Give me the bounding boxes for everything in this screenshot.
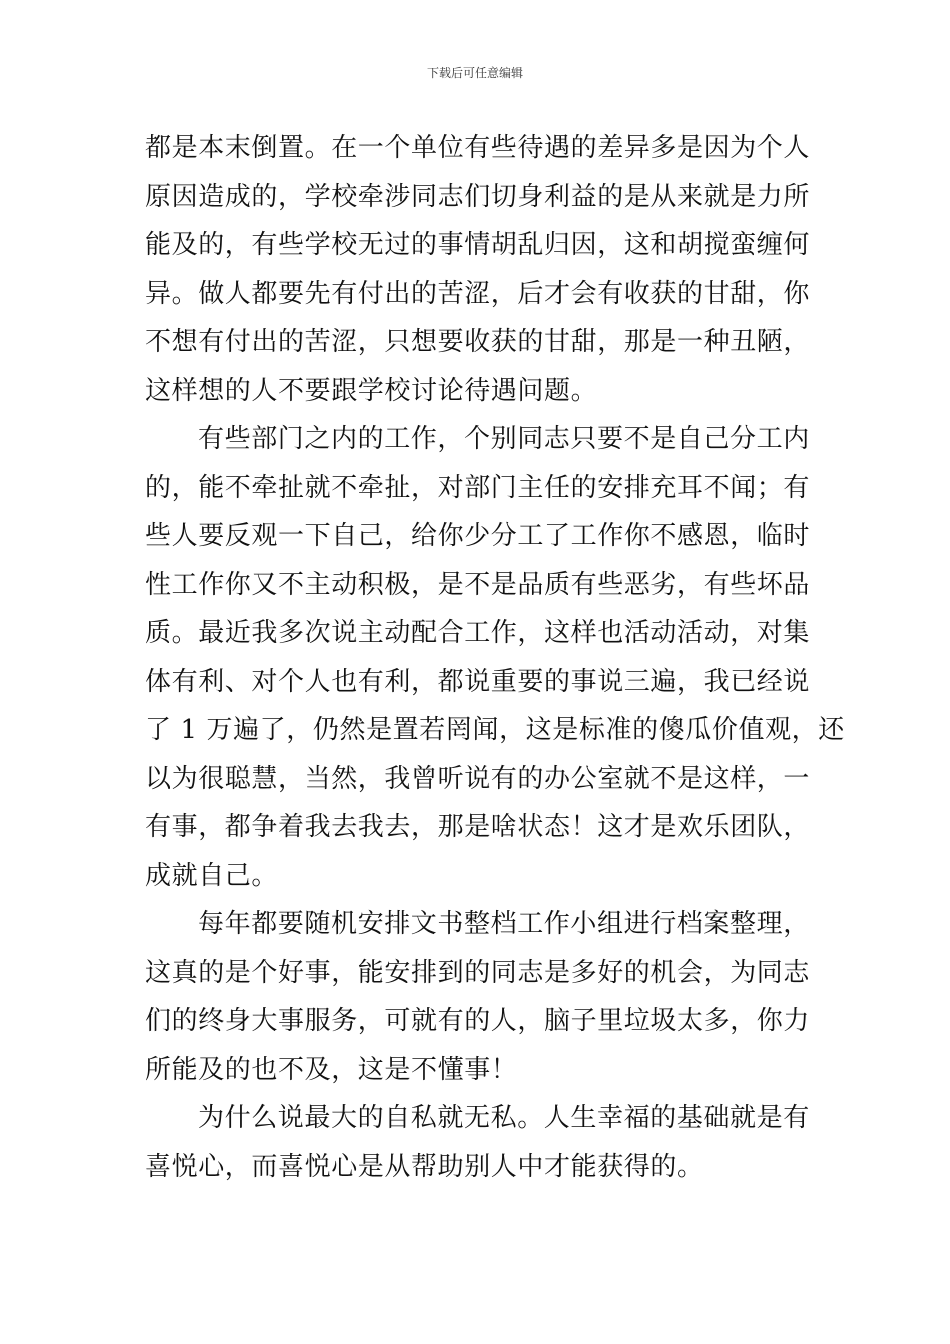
text-line: 有事，都争着我去我去，那是啥状态！这才是欢乐团队， (145, 812, 811, 842)
text-line: 们的终身大事服务，可就有的人，脑子里垃圾太多，你力 (145, 1006, 811, 1036)
text-line: 些人要反观一下自己，给你少分工了工作你不感恩，临时 (145, 521, 811, 551)
text-line: 每年都要随机安排文书整档工作小组进行档案整理， (198, 909, 810, 939)
text-line: 有些部门之内的工作，个别同志只要不是自己分工内 (198, 424, 810, 454)
text-line: 所能及的也不及，这是不懂事！ (145, 1054, 518, 1085)
text-line: 能及的，有些学校无过的事情胡乱归因，这和胡搅蛮缠何 (145, 230, 811, 260)
text-line: 的，能不牵扯就不牵扯，对部门主任的安排充耳不闻；有 (145, 472, 811, 503)
text-line: 为什么说最大的自私就无私。人生幸福的基础就是有 (198, 1103, 810, 1133)
text-line: 以为很聪慧，当然，我曾听说有的办公室就不是这样，一 (145, 763, 811, 794)
text-line: 都是本末倒置。在一个单位有些待遇的差异多是因为个人 (145, 133, 811, 163)
text-line: 异。做人都要先有付出的苦涩，后才会有收获的甘甜，你 (145, 278, 811, 309)
text-line: 这样想的人不要跟学校讨论待遇问题。 (145, 375, 598, 406)
text-line: 这真的是个好事，能安排到的同志是多好的机会，为同志 (145, 957, 811, 988)
text-line: 体有利、对个人也有利，都说重要的事说三遍，我已经说 (145, 666, 811, 697)
text-line: 成就自己。 (145, 860, 279, 891)
paragraph-4 (145, 1094, 810, 1191)
text-line: 质。最近我多次说主动配合工作，这样也活动活动，对集 (145, 618, 811, 648)
page-header: 下载后可任意编辑 (426, 66, 523, 80)
document-body (145, 124, 845, 1191)
text-line: 喜悦心，而喜悦心是从帮助别人中才能获得的。 (145, 1151, 704, 1182)
text-line: 了 1 万遍了，仍然是置若罔闻，这是标准的傻瓜价值观，还 (145, 715, 845, 745)
paragraph-1 (145, 124, 811, 415)
text-line: 不想有付出的苦涩，只想要收获的甘甜，那是一种丑陋， (145, 327, 811, 357)
paragraph-3 (145, 900, 811, 1094)
text-line: 原因造成的，学校牵涉同志们切身利益的是从来就是力所 (145, 181, 811, 212)
paragraph-2 (145, 415, 845, 900)
text-line: 性工作你又不主动积极，是不是品质有些恶劣，有些坏品 (145, 569, 811, 600)
